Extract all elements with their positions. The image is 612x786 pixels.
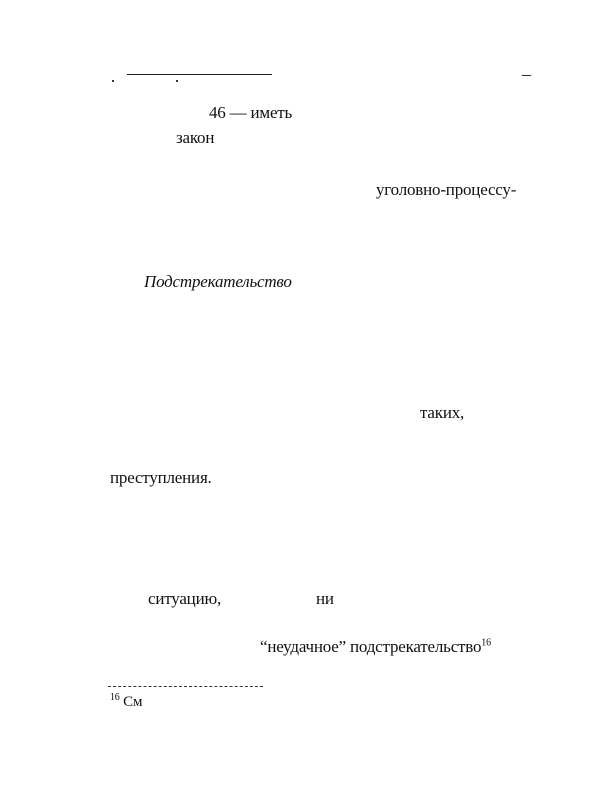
footnote-text: См xyxy=(123,694,143,710)
text-line-2: закон xyxy=(176,128,215,147)
header-right-dash: – xyxy=(522,64,531,84)
footnote-separator xyxy=(108,686,263,687)
header-rule xyxy=(127,74,272,75)
footnote-number: 16 xyxy=(110,692,120,703)
text-line-4-italic: Подстрекательство xyxy=(144,272,292,291)
text-line-3: уголовно-процессу- xyxy=(376,180,517,199)
footnote-16 xyxy=(110,692,142,712)
header-mark-mid xyxy=(176,80,178,82)
text-line-8-body: “неудачное” подстрекательство xyxy=(260,637,482,656)
text-line-1: 46 — иметь xyxy=(209,103,293,122)
text-line-5: таких, xyxy=(420,403,465,422)
text-line-7b: ни xyxy=(316,589,334,608)
footnote-reference-16: 16 xyxy=(481,637,491,649)
text-line-7a: ситуацию, xyxy=(148,589,222,608)
text-line-6: преступления. xyxy=(110,468,212,487)
header-mark-left xyxy=(112,80,114,82)
text-line-8 xyxy=(260,637,491,657)
